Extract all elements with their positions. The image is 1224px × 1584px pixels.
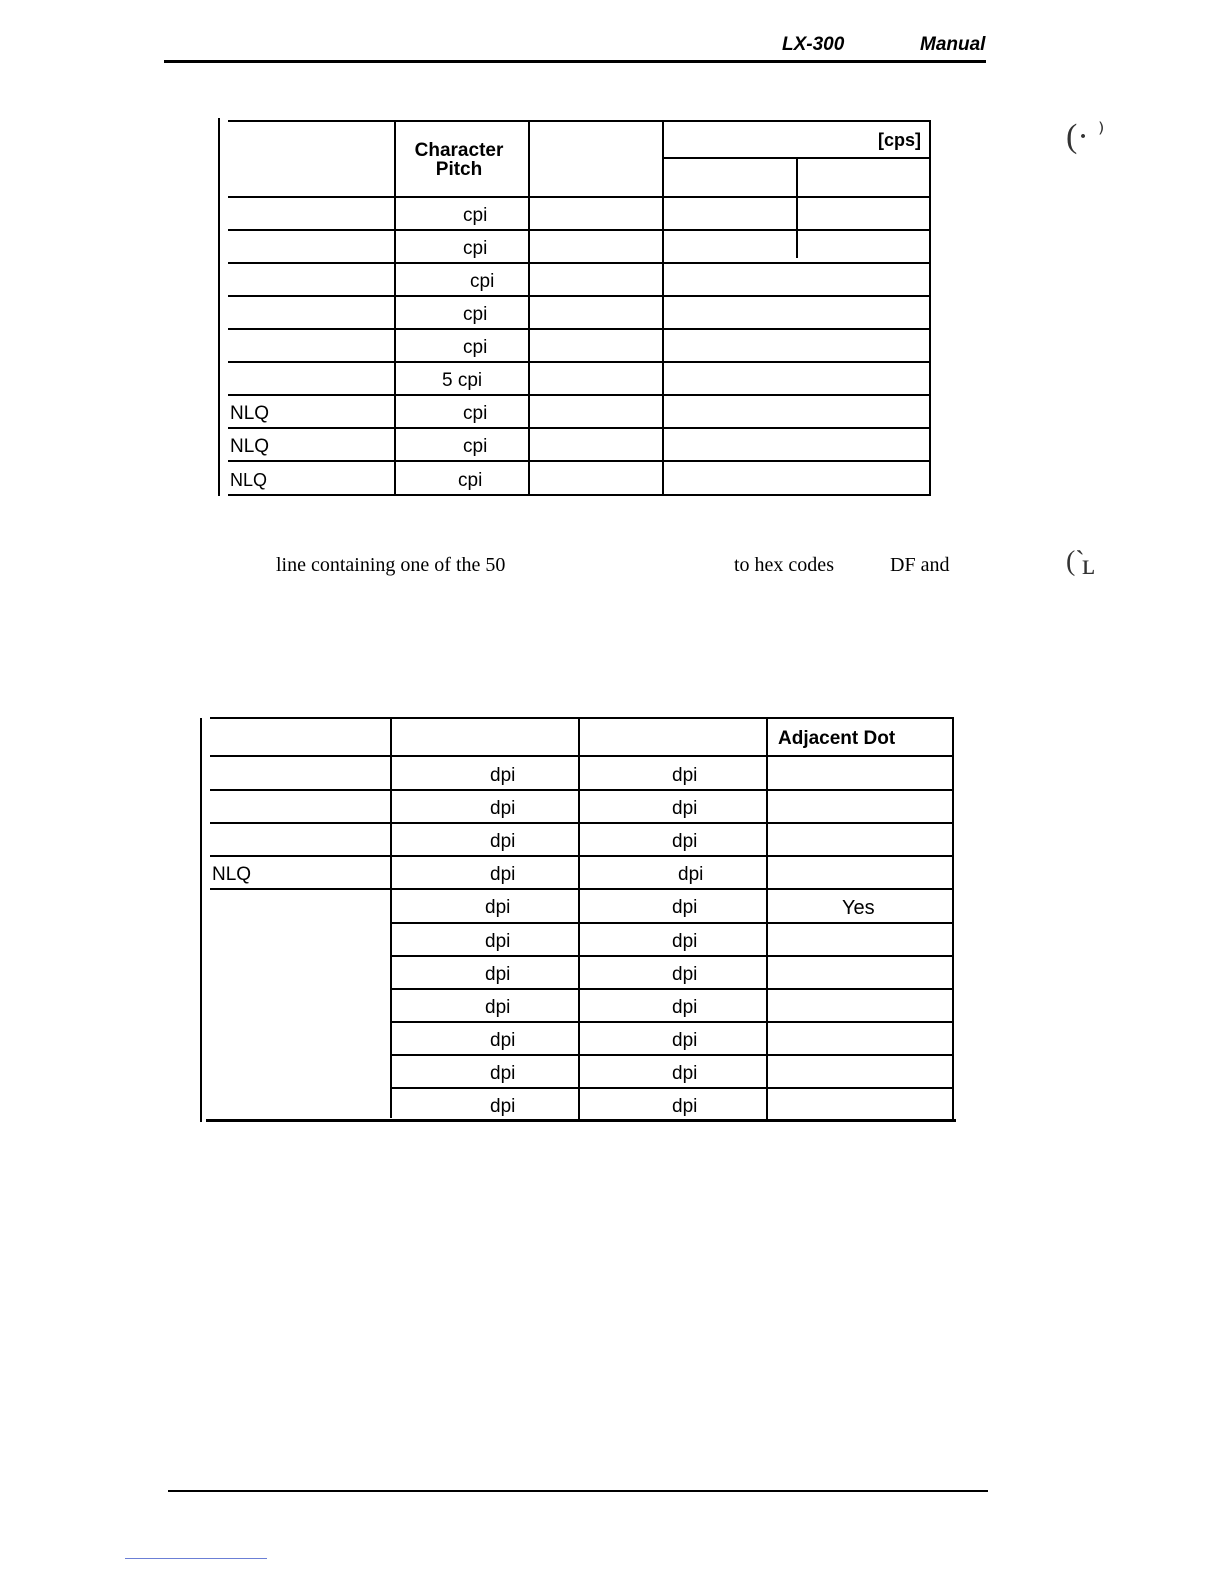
margin-mark-icon: (·	[1066, 118, 1089, 155]
table2-v-density: dpi	[672, 931, 698, 952]
header-adjacent-dot: Adjacent Dot	[778, 728, 896, 749]
table2-adjacent: Yes	[842, 897, 875, 919]
table2-h-density: dpi	[485, 897, 511, 918]
table2-h-density: dpi	[485, 964, 511, 985]
table1-pitch: 5 cpi	[442, 370, 483, 391]
footer-thin-rule	[125, 1558, 267, 1559]
table2-h-density: dpi	[490, 864, 516, 885]
table2-v-density: dpi	[672, 964, 698, 985]
table1-pitch: cpi	[463, 403, 488, 424]
table2-h-density: dpi	[490, 831, 516, 852]
table1-font: NLQ	[230, 470, 268, 490]
paragraph-text: line containing one of the 50	[276, 554, 506, 576]
header-manual: Manual	[920, 34, 986, 55]
table2-h-density: dpi	[490, 1096, 516, 1117]
table1-font: NLQ	[230, 403, 270, 424]
table2-v-density: dpi	[672, 765, 698, 786]
table2-h-density: dpi	[490, 765, 516, 786]
table2-h-density: dpi	[490, 798, 516, 819]
table2-h-density: dpi	[485, 997, 511, 1018]
margin-mark-icon: (ˋ	[1066, 546, 1085, 577]
table1-pitch: cpi	[463, 436, 488, 457]
footer-rule	[168, 1490, 988, 1492]
table1-pitch: cpi	[463, 337, 488, 358]
table2-h-density: dpi	[490, 1063, 516, 1084]
table2-h-density: dpi	[490, 1030, 516, 1051]
table1-pitch: cpi	[463, 205, 488, 226]
table2-v-density: dpi	[672, 997, 698, 1018]
table2-mode: NLQ	[212, 864, 252, 885]
table1-pitch: cpi	[470, 271, 495, 292]
table1-pitch: cpi	[458, 470, 483, 491]
header-rule	[164, 60, 986, 63]
table2-v-density: dpi	[672, 1063, 698, 1084]
margin-mark-icon: ⁾	[1098, 118, 1105, 147]
paragraph-text: DF and	[890, 554, 950, 576]
table2-v-density: dpi	[678, 864, 704, 885]
table1-pitch: cpi	[463, 238, 488, 259]
table2-v-density: dpi	[672, 798, 698, 819]
table2-h-density: dpi	[485, 931, 511, 952]
table2-v-density: dpi	[672, 1030, 698, 1051]
header-speed-unit: [cps]	[878, 130, 922, 150]
margin-mark-icon: ʟ	[1082, 548, 1095, 581]
table2-v-density: dpi	[672, 897, 698, 918]
table1-pitch: cpi	[463, 304, 488, 325]
header-model: LX-300	[782, 34, 845, 55]
table2-v-density: dpi	[672, 1096, 698, 1117]
paragraph-text: to hex codes	[734, 554, 834, 576]
header-character-pitch: Character Pitch	[414, 140, 504, 180]
table1-font: NLQ	[230, 436, 270, 457]
table2-v-density: dpi	[672, 831, 698, 852]
